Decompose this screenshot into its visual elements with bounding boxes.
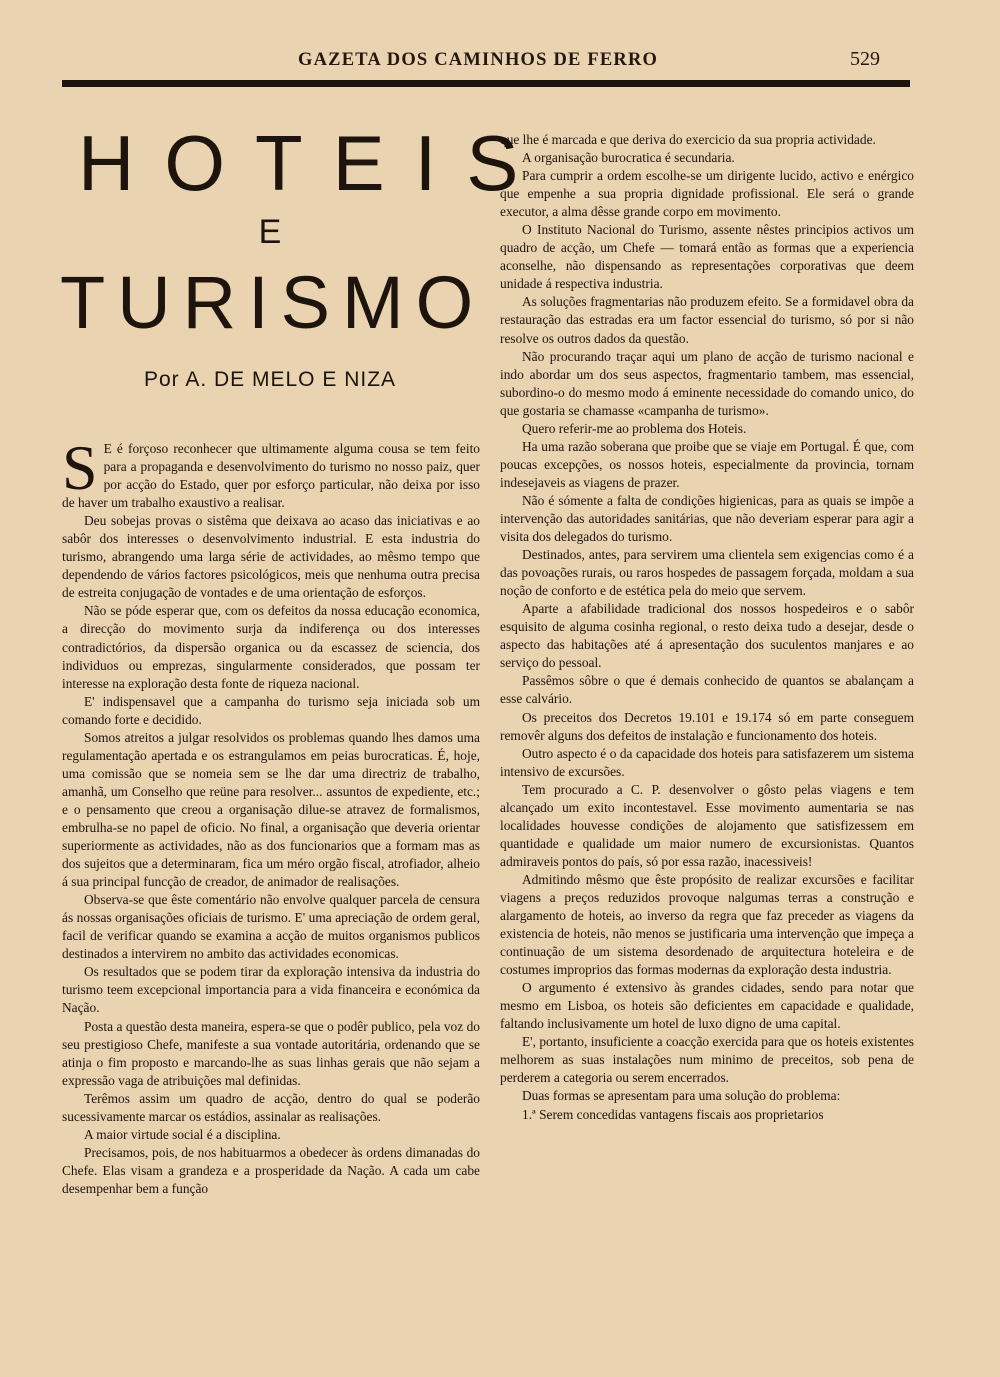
paragraph: Observa-se que êste comentário não envolve qualquer parcela de censura ás nossas organisações oficiais de turismo. E' uma apreciação de ordem geral, facil de verificar quando se examina a acção de muitos organismos publicos destinados a intervirem no ambito das actividades economicas.	[62, 892, 480, 962]
page-number: 529	[850, 48, 880, 70]
paragraph: Precisamos, pois, de nos habituarmos a obedecer às ordens dimanadas do Chefe. Elas visam a grandeza e a prosperidade da Nação. A cada um cabe desempenhar bem a função	[62, 1144, 480, 1196]
paragraph: As soluções fragmentarias não produzem efeito. Se a formidavel obra da restauração das estradas era um factor essencial do turismo, só por si não resolve os outros dados da questão.	[500, 294, 914, 346]
paragraph: O Instituto Nacional do Turismo, assente nêstes principios activos um quadro de acção, um Chefe — tomará então as formas que a experiencia aconselhe, não dispensando as representações corporativas que deem unidade á respectiva industria.	[500, 222, 914, 292]
running-header	[62, 44, 910, 80]
drop-cap: S	[62, 432, 98, 503]
paragraph: E' indispensavel que a campanha do turismo seja iniciada sob um comando forte e decidido.	[62, 693, 480, 727]
paragraph: Admitindo mêsmo que êste propósito de realizar excursões e facilitar viagens a preços reduzidos provoque nalgumas terras a construção e alargamento de hoteis, ao inverso da regra que faz preceder as viagens da existencia de hoteis, não menos se justificaria uma intervenção que impeça a continuação de um sistema desordenado de arquitectura hoteleira e de costumes improprios das formas modernas da exploração desta industria.	[500, 871, 914, 978]
paragraph: Aparte a afabilidade tradicional dos nossos hospedeiros e o sabôr esquisito de alguma cosinha regional, o resto deixa tudo a desejar, desde o aspecto das habitações até á apresentação dos suculentos manjares e ao serviço do pessoal.	[500, 601, 914, 671]
right-column	[500, 131, 914, 1124]
paragraph: Somos atreitos a julgar resolvidos os problemas quando lhes damos uma regulamentação apertada e os estrangulamos em peias burocraticas. É, hoje, uma comissão que se nomeia sem se lhe dar uma directriz de trabalho, amanhã, um Conselho que reüne para resolver... assuntos de expediente, etc.; e o pensamento que creou a organisação dilue-se atravez de formalismos, embrulha-se no papel de oficio. No final, a organisação que deveria orientar superiormente as actividades, não as dos funcionarios que a formam mas as dos sujeitos que a determinaram, fica um méro orgão fiscal, atrofiador, alheio á sua principal funcção de creador, de animador de realisações.	[62, 729, 480, 890]
running-title: GAZETA DOS CAMINHOS DE FERRO	[298, 50, 659, 70]
paragraph: Os preceitos dos Decretos 19.101 e 19.174 só em parte conseguem removêr alguns dos defeitos de instalação e funcionamento dos hoteis.	[500, 709, 914, 743]
paragraph: Duas formas se apresentam para uma solução do problema:	[522, 1088, 841, 1104]
paragraph: Ha uma razão soberana que proibe que se viaje em Portugal. É que, com poucas excepções, os nossos hoteis, especialmente da provincia, tornam indesejaveis as viagens de prazer.	[500, 438, 914, 490]
header-rule	[62, 80, 910, 87]
title-line-2: E	[258, 213, 282, 251]
paragraph: E', portanto, insuficiente a coacção exercida para que os hoteis existentes melhorem as suas instalações num minimo de preceitos, sob pena de perderem a categoria ou serem encerrados.	[500, 1034, 914, 1086]
paragraph: 1.ª Serem concedidas vantagens fiscais aos proprietarios	[522, 1106, 824, 1122]
left-column	[62, 432, 480, 1198]
paragraph: Os resultados que se podem tirar da exploração intensiva da industria do turismo teem excepcional importancia para a vida financeira e económica da Nação.	[62, 964, 480, 1016]
paragraph: A organisação burocratica é secundaria.	[522, 150, 735, 166]
paragraph: que lhe é marcada e que deriva do exercicio da sua propria actividade.	[500, 132, 876, 147]
paragraph: A maior virtude social é a disciplina.	[84, 1126, 281, 1142]
paragraph: Não procurando traçar aqui um plano de acção de turismo nacional e indo abordar um dos seus aspectos, fragmentario tambem, mas essencial, subordino-o do mesmo modo á eminente necessidade do comando unico, do que gostaria se chamasse «campanha de turismo».	[500, 348, 914, 418]
paragraph: S E é forçoso reconhecer que ultimamente alguma cousa se tem feito para a propaganda e desenvolvimento do turismo no nosso paiz, quer por acção do Estado, quer por esforço particular, não deixa por isso de haver um trabalho exaustivo a realisar.	[62, 432, 480, 511]
title-line-1: HOTEIS	[78, 119, 549, 207]
paragraph: Passêmos sôbre o que é demais conhecido de quantos se abalançam a esse calvário.	[500, 673, 914, 707]
paragraph: Não é sómente a falta de condições higienicas, para as quais se impõe a intervenção das autoridades sanitárias, que não deveriam esperar para agir a visita dos delegados do turismo.	[500, 492, 914, 545]
title-block	[60, 119, 549, 392]
paragraph: Outro aspecto é o da capacidade dos hoteis para satisfazerem um sistema intensivo de excursões.	[500, 745, 914, 779]
byline: Por A. DE MELO E NIZA	[143, 368, 397, 391]
title-line-3: TURISMO	[60, 261, 486, 344]
paragraph: Tem procurado a C. P. desenvolver o gôsto pelas viagens e tem alcançado um exito incontestavel. Esse movimento aumentaria se nas localidades houvesse condições de alojamento que satisfizessem em quantidade e qualidade um maior numero de excursionistas. Quantos admiraveis pontos do país, só por essa razão, inacessiveis!	[500, 781, 914, 869]
paragraph: O argumento é extensivo às grandes cidades, sendo para notar que mesmo em Lisboa, os hoteis são deficientes em capacidade e qualidade, faltando inclusivamente um hotel de luxo digno de uma capital.	[500, 980, 914, 1032]
paragraph: Para cumprir a ordem escolhe-se um dirigente lucido, activo e enérgico que empenhe a sua propria dignidade profissional. Ele será o grande executor, a alma dêsse grande corpo em movimento.	[500, 168, 914, 220]
paragraph: Destinados, antes, para servirem uma clientela sem exigencias como é a das povoações rurais, ou raros hospedes de passagem forçada, moldam a sua noção de conforto e de estética pela do meio que servem.	[500, 547, 914, 599]
paragraph: Posta a questão desta maneira, espera-se que o podêr publico, pela voz do seu prestigioso Chefe, manifeste a sua vontade autoritária, ordenando que se atinja o fim proposto e marcando-lhe as suas linhas gerais que não sejam a expressão vaga de atribuições mal definidas.	[62, 1018, 480, 1088]
paragraph: Deu sobejas provas o sistêma que deixava ao acaso das iniciativas e ao sabôr dos interesses o desenvolvimento industrial. E esta industria do turismo, abrangendo uma larga série de actividades, ao mêsmo tempo que dependendo de vários factores psicológicos, meis que nenhuma outra precisa de estreita conjugação de vontades e de uma orientação de esforços.	[62, 513, 480, 601]
paragraph: Não se póde esperar que, com os defeitos da nossa educação economica, a direcção do movimento surja da indiferença ou dos interesses contradictórios, da dispersão organica ou da escassez de sciencia, dos individuos ou emprezas, singularmente considerados, que possam ter interesse na exploração desta fonte de riqueza nacional.	[62, 603, 480, 691]
paragraph: Terêmos assim um quadro de acção, dentro do qual se poderão sucessivamente marcar os estádios, assinalar as realisações.	[62, 1090, 480, 1124]
paragraph: Quero referir-me ao problema dos Hoteis.	[522, 420, 747, 436]
